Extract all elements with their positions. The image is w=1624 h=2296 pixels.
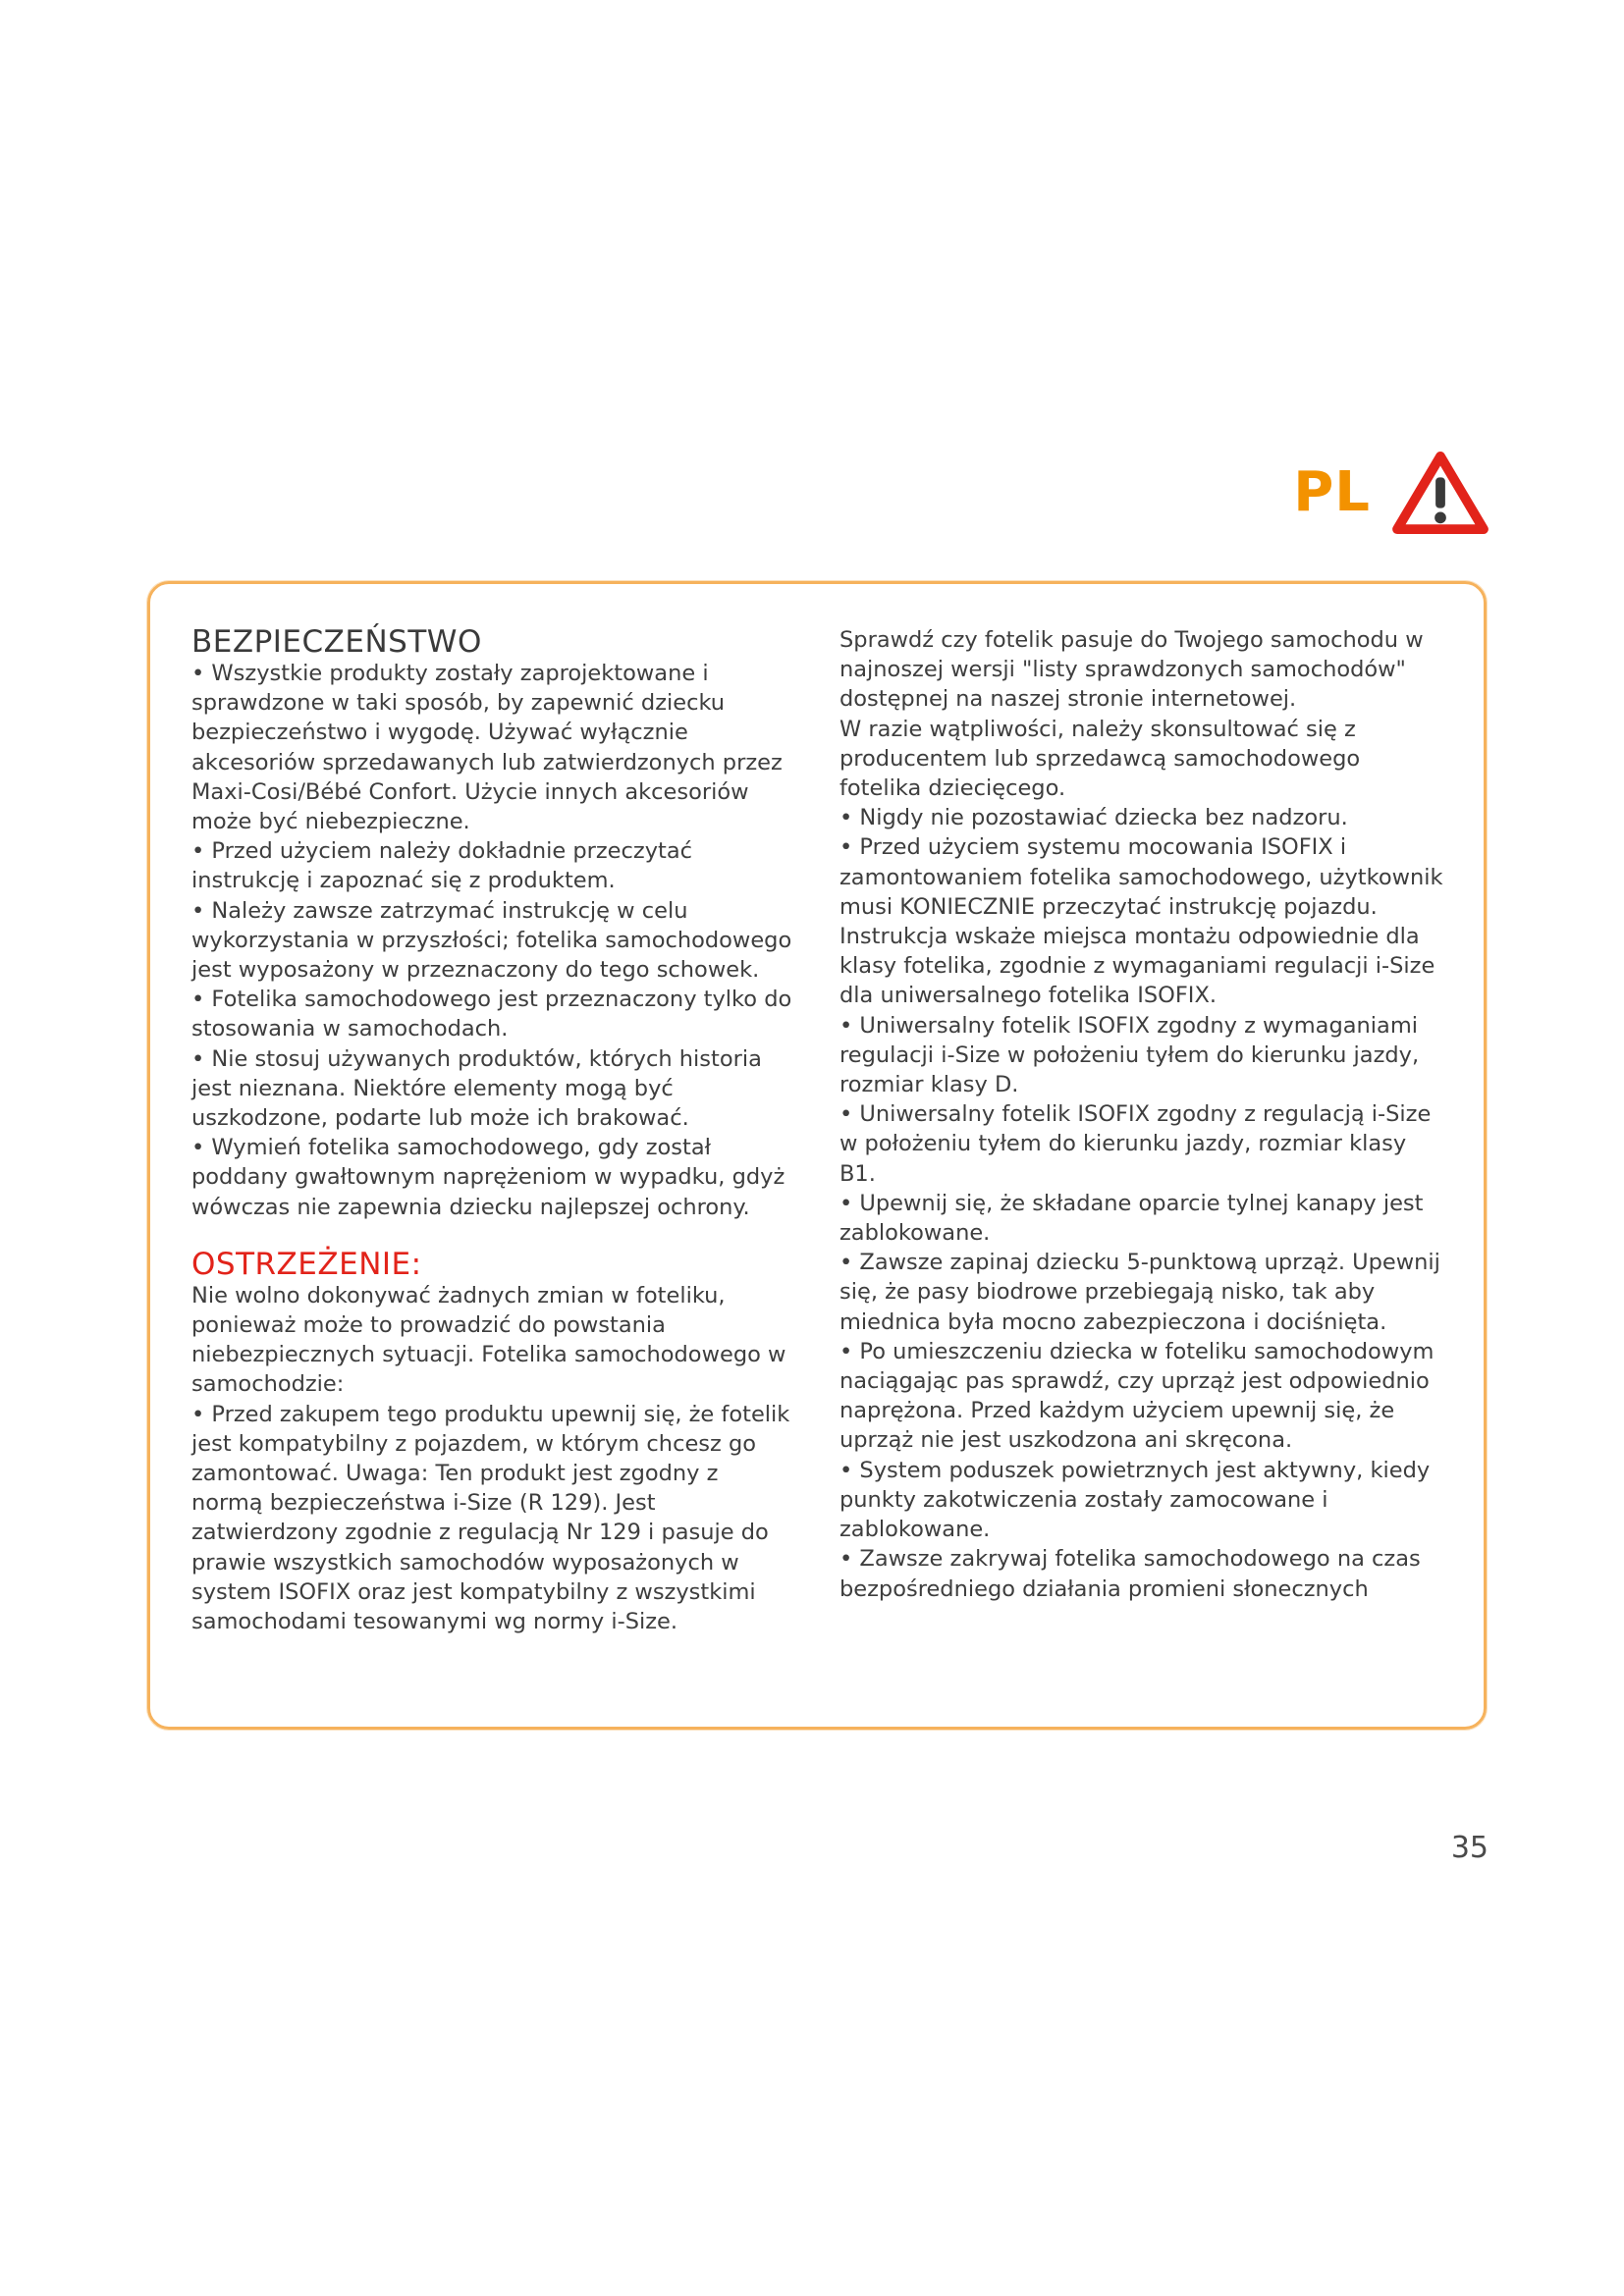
right-paragraph: • Nigdy nie pozostawiać dziecka bez nadzoru. — [839, 805, 1348, 831]
safety-paragraph: • Wymień fotelika samochodowego, gdy został poddany gwałtownym naprężeniom w wypadku, gdyż wówczas nie zapewnia dziecku najlepszej ochrony. — [191, 1135, 785, 1220]
safety-paragraph: • Wszystkie produkty zostały zaprojektowane i sprawdzone w taki sposób, by zapewnić dziecku bezpieczeństwo i wygodę. Używać wyłącznie akcesoriów sprzedawanych lub zatwierdzonych przez Maxi-Cosi/Bébé Confort. Użycie innych akcesoriów może być niebezpieczne. — [191, 661, 783, 835]
right-paragraph: W razie wątpliwości, należy skonsultować się z producentem lub sprzedawcą samochodowego fotelika dziecięcego. — [839, 716, 1361, 802]
right-paragraph: • Po umieszczeniu dziecka w foteliku samochodowym naciągając pas sprawdź, czy uprząż jest odpowiednio naprężona. Przed każdym użyciem upewnij się, że uprząż nie jest uszkodzona ani skręcona. — [839, 1338, 1435, 1454]
right-column — [839, 625, 1444, 1697]
safety-title: BEZPIECZEŃSTWO — [191, 624, 482, 660]
safety-paragraph: • Fotelika samochodowego jest przeznaczony tylko do stosowania w samochodach. — [191, 987, 792, 1042]
safety-content-box — [147, 581, 1487, 1730]
language-code: PL — [1293, 460, 1371, 524]
warning-paragraph: Nie wolno dokonywać żadnych zmian w foteliku, ponieważ może to prowadzić do powstania niebezpiecznych sytuacji. Fotelika samochodowego w samochodzie: — [191, 1282, 786, 1398]
safety-paragraph: • Przed użyciem należy dokładnie przeczytać instrukcję i zapoznać się z produktem. — [191, 838, 692, 894]
language-header — [1293, 448, 1489, 538]
safety-paragraph: • Należy zawsze zatrzymać instrukcję w celu wykorzystania w przyszłości; fotelika samochodowego jest wyposażony w przeznaczony do tego schowek. — [191, 897, 792, 984]
safety-paragraph: • Nie stosuj używanych produktów, których historia jest nieznana. Niektóre elementy mogą być uszkodzone, podarte lub może ich brakować. — [191, 1045, 762, 1132]
right-paragraph: • Upewnij się, że składane oparcie tylnej kanapy jest zablokowane. — [839, 1190, 1424, 1247]
right-paragraph: • Uniwersalny fotelik ISOFIX zgodny z wymaganiami regulacji i-Size w położeniu tyłem do kierunku jazdy, rozmiar klasy D. — [839, 1012, 1420, 1098]
warning-paragraph: • Przed zakupem tego produktu upewnij się, że fotelik jest kompatybilny z pojazdem, w którym chcesz go zamontować. Uwaga: Ten produkt jest zgodny z normą bezpieczeństwa i-Size (R 129). Jest zatwierdzony zgodnie z regulacją Nr 129 i pasuje do prawie wszystkich samochodów wyposażonych w system ISOFIX oraz jest kompatybilny z wszystkimi samochodami tesowanymi wg normy i-Size. — [191, 1401, 790, 1635]
right-paragraph: • Zawsze zapinaj dziecku 5-punktową uprząż. Upewnij się, że pasy biodrowe przebiegają nisko, tak aby miednica była mocno zabezpieczona i dociśnięta. — [839, 1250, 1440, 1335]
right-paragraph: • Zawsze zakrywaj fotelika samochodowego na czas bezpośredniego działania promieni słonecznych — [839, 1546, 1421, 1602]
warning-triangle-icon — [1392, 451, 1489, 535]
page-number: 35 — [1450, 1831, 1489, 1865]
warning-title: OSTRZEŻENIE: — [191, 1246, 422, 1282]
left-column — [191, 625, 796, 1697]
right-paragraph: • Uniwersalny fotelik ISOFIX zgodny z regulacją i-Size w położeniu tyłem do kierunku jazdy, rozmiar klasy B1. — [839, 1101, 1432, 1187]
right-paragraph: Sprawdź czy fotelik pasuje do Twojego samochodu w najnoszej wersji "listy sprawdzonych samochodów" dostępnej na naszej stronie internetowej. — [839, 627, 1424, 713]
right-paragraph: • Przed użyciem systemu mocowania ISOFIX i zamontowaniem fotelika samochodowego, użytkownik musi KONIECZNIE przeczytać instrukcję pojazdu. Instrukcja wskaże miejsca montażu odpowiednie dla klasy fotelika, zgodnie z wymaganiami regulacji i-Size dla uniwersalnego fotelika ISOFIX. — [839, 834, 1443, 1009]
right-paragraph: • System poduszek powietrznych jest aktywny, kiedy punkty zakotwiczenia zostały zamocowane i zablokowane. — [839, 1457, 1431, 1543]
